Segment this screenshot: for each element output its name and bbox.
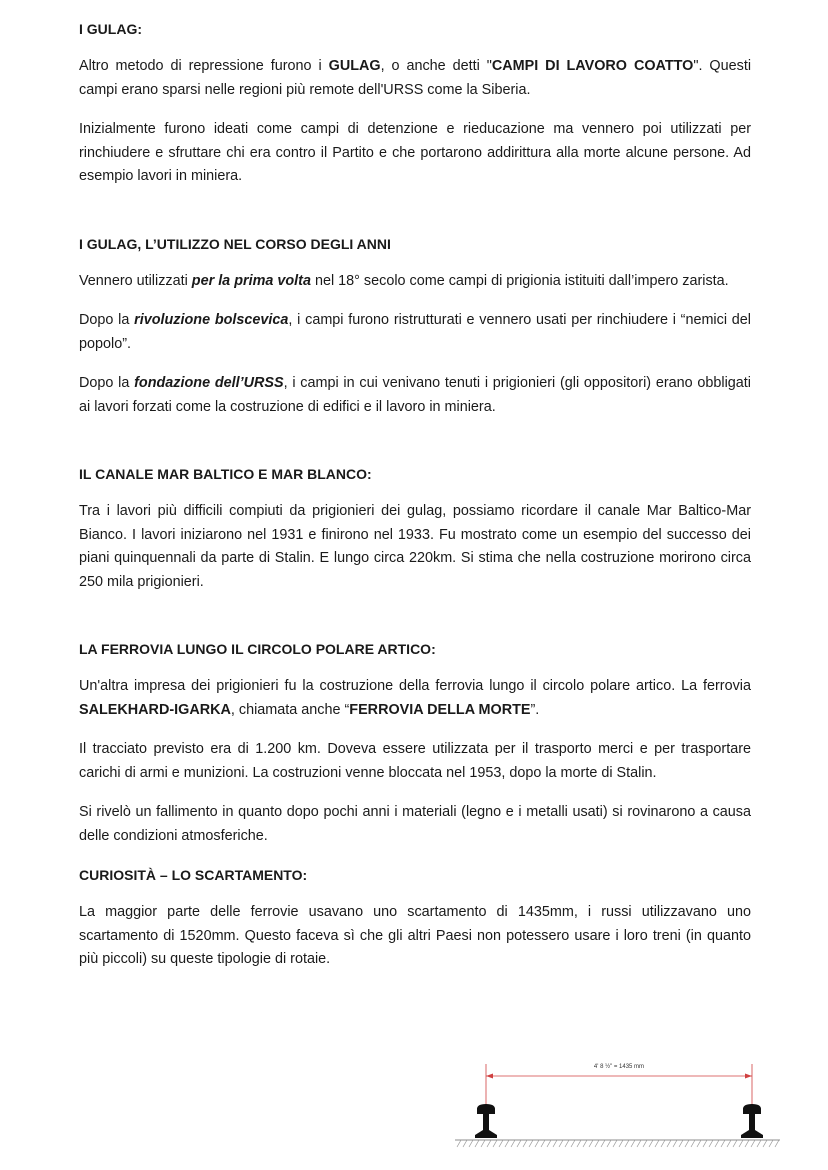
hatch-stroke <box>463 1140 467 1147</box>
hatch-stroke <box>505 1140 509 1147</box>
hatch-stroke <box>685 1140 689 1147</box>
hatch-stroke <box>745 1140 749 1147</box>
hatch-stroke <box>571 1140 575 1147</box>
hatch-stroke <box>631 1140 635 1147</box>
hatch-stroke <box>523 1140 527 1147</box>
hatch-stroke <box>751 1140 755 1147</box>
paragraph-first-use: Vennero utilizzati per la prima volta nel 18° secolo come campi di prigionia istituiti dall’impero zarista. <box>79 272 729 289</box>
hatch-stroke <box>655 1140 659 1147</box>
hatch-stroke <box>493 1140 497 1147</box>
hatch-stroke <box>775 1140 779 1147</box>
hatch-stroke <box>763 1140 767 1147</box>
right-rail-icon <box>741 1104 763 1138</box>
heading-curiosity: CURIOSITÀ – LO SCARTAMENTO: <box>79 867 308 883</box>
hatch-stroke <box>559 1140 563 1147</box>
heading-railway: LA FERROVIA LUNGO IL CIRCOLO POLARE ARTICO: <box>79 641 436 657</box>
hatch-stroke <box>625 1140 629 1147</box>
hatch-stroke <box>535 1140 539 1147</box>
document-page <box>79 18 751 972</box>
hatch-stroke <box>667 1140 671 1147</box>
hatch-stroke <box>733 1140 737 1147</box>
hatch-stroke <box>475 1140 479 1147</box>
hatch-stroke <box>715 1140 719 1147</box>
hatch-stroke <box>649 1140 653 1147</box>
hatch-stroke <box>511 1140 515 1147</box>
paragraph-railway-failure: Si rivelò un fallimento in quanto dopo pochi anni i materiali (legno e i metalli usati) si rovinarono a causa delle condizioni atmosferiche. <box>79 804 751 844</box>
heading-gulag: I GULAG: <box>79 21 142 37</box>
hatch-stroke <box>553 1140 557 1147</box>
hatch-stroke <box>589 1140 593 1147</box>
gauge-dimension-label: 4' 8 ½" = 1435 mm <box>593 1064 645 1070</box>
hatch-stroke <box>601 1140 605 1147</box>
hatch-stroke <box>487 1140 491 1147</box>
left-rail-icon <box>475 1104 497 1138</box>
paragraph-gulag-intro: Altro metodo di repressione furono i GULAG, o anche detti "CAMPI DI LAVORO COATTO". Questi campi erano sparsi nelle regioni più remote dell'URSS come la Siberia. <box>79 58 752 98</box>
paragraph-gauge: La maggior parte delle ferrovie usavano uno scartamento di 1435mm, i russi utilizzavano uno scartamento di 1520mm. Questo faceva sì che gli altri Paesi non potessero usare i loro treni (in quanto più piccoli) su queste tipologie di rotaie. <box>79 904 751 967</box>
hatch-stroke <box>679 1140 683 1147</box>
hatch-stroke <box>565 1140 569 1147</box>
heading-canal: IL CANALE MAR BALTICO E MAR BLANCO: <box>79 466 372 482</box>
hatch-stroke <box>457 1140 461 1147</box>
hatch-stroke <box>619 1140 623 1147</box>
hatch-stroke <box>469 1140 473 1147</box>
paragraph-ussr-foundation: Dopo la fondazione dell’URSS, i campi in cui venivano tenuti i prigionieri (gli oppositori) erano obbligati ai lavori forzati come la costruzione di edifici e il lavoro in miniera. <box>79 375 751 415</box>
hatch-stroke <box>739 1140 743 1147</box>
hatch-stroke <box>673 1140 677 1147</box>
dimension-line <box>486 1064 752 1108</box>
hatch-stroke <box>721 1140 725 1147</box>
hatch-stroke <box>703 1140 707 1147</box>
hatch-stroke <box>709 1140 713 1147</box>
hatch-stroke <box>727 1140 731 1147</box>
hatch-stroke <box>499 1140 503 1147</box>
hatch-stroke <box>769 1140 773 1147</box>
hatch-stroke <box>517 1140 521 1147</box>
hatch-stroke <box>637 1140 641 1147</box>
paragraph-gulag-purpose: Inizialmente furono ideati come campi di detenzione e rieducazione ma vennero poi utilizzati per rinchiudere e sfruttare chi era contro il Partito e che portarono addirittura alla morte alcune persone. Ad esempio lavori in miniera. <box>79 121 751 184</box>
hatch-stroke <box>613 1140 617 1147</box>
hatch-stroke <box>691 1140 695 1147</box>
paragraph-canal: Tra i lavori più difficili compiuti da prigionieri dei gulag, possiamo ricordare il canale Mar Baltico-Mar Bianco. I lavori iniziarono nel 1931 e finirono nel 1933. Fu mostrato come un esempio del successo dei piani quinquennali da parte di Stalin. E lungo circa 220km. Si stima che nella costruzione morirono circa 250 mila prigionieri. <box>79 503 751 590</box>
hatch-stroke <box>577 1140 581 1147</box>
hatch-stroke <box>595 1140 599 1147</box>
paragraph-railway-route: Il tracciato previsto era di 1.200 km. Doveva essere utilizzata per il trasporto merci e per trasportare carichi di armi e munizioni. La costruzioni venne bloccata nel 1953, dopo la morte di Stalin. <box>79 741 751 781</box>
hatch-stroke <box>583 1140 587 1147</box>
rail-gauge-figure <box>455 1056 780 1156</box>
paragraph-railway-intro: Un'altra impresa dei prigionieri fu la costruzione della ferrovia lungo il circolo polare artico. La ferrovia SALEKHARD-IGARKA, chiamata anche “FERROVIA DELLA MORTE”. <box>79 678 751 718</box>
hatch-stroke <box>757 1140 761 1147</box>
hatch-stroke <box>529 1140 533 1147</box>
paragraph-revolution: Dopo la rivoluzione bolscevica, i campi furono ristrutturati e vennero usati per rinchiudere i “nemici del popolo”. <box>79 312 751 352</box>
hatch-stroke <box>547 1140 551 1147</box>
hatch-stroke <box>541 1140 545 1147</box>
heading-gulag-history: I GULAG, L’UTILIZZO NEL CORSO DEGLI ANNI <box>79 235 391 252</box>
hatch-stroke <box>607 1140 611 1147</box>
hatch-stroke <box>481 1140 485 1147</box>
hatch-stroke <box>697 1140 701 1147</box>
hatch-stroke <box>661 1140 665 1147</box>
hatch-stroke <box>643 1140 647 1147</box>
